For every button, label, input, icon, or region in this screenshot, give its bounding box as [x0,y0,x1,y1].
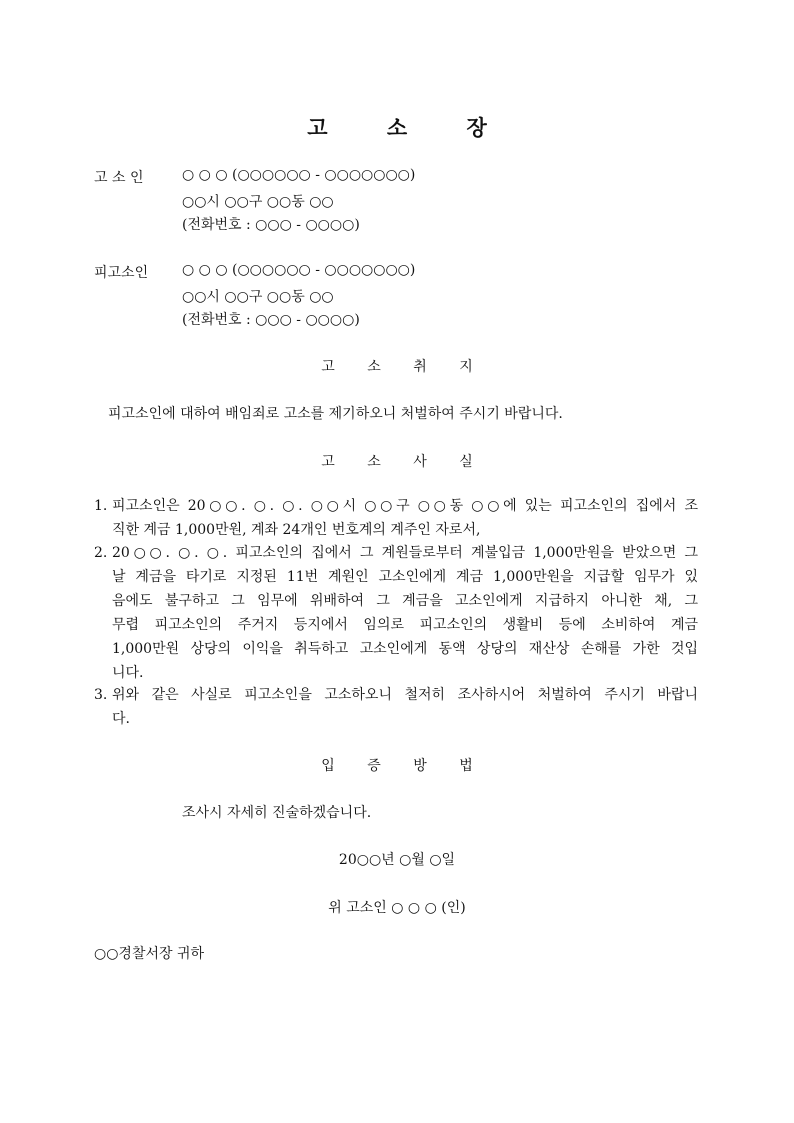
facts-heading: 고 소 사 실 [321,454,487,470]
fact-line: 20○○. ○. ○. 피고소인의 집에서 그 계원들로부터 계불입금 1,000만원을 받았으면 그 [112,545,698,561]
fact-line: 다. [112,711,130,727]
accused-address: ○○시 ○○구 ○○동 ○○ [182,289,334,305]
recipient: ○○경찰서장 귀하 [94,946,205,962]
fact-item-number: 1. [94,498,108,514]
evidence-text: 조사시 자세히 진술하겠습니다. [182,805,372,821]
fact-item-3 [94,683,698,731]
fact-line: 날 계금을 타기로 지정된 11번 계원인 고소인에게 계금 1,000만원을 지급할 임무가 있 [112,569,698,585]
fact-line: 위와 같은 사실로 피고소인을 고소하오니 철저히 조사하시어 처벌하여 주시기 바랍니 [112,687,698,703]
fact-item-number: 3. [94,687,108,703]
document-title: 고 소 장 [307,115,513,140]
fact-item-2 [94,541,698,685]
evidence-heading: 입 증 방 법 [321,758,487,774]
document-date: 20○○년 ○월 ○일 [338,852,456,868]
accused-name-id: ○ ○ ○ (○○○○○○ - ○○○○○○○) [182,262,416,278]
fact-line: 직한 계금 1,000만원, 계좌 24개인 번호계의 계주인 자로서, [112,522,481,538]
fact-line: 니다. [112,665,144,681]
fact-line: 1,000만원 상당의 이익을 취득하고 고소인에게 동액 상당의 재산상 손해를 가한 것입 [112,641,698,657]
accused-label: 피고소인 [94,265,149,281]
complainant-address: ○○시 ○○구 ○○동 ○○ [182,194,334,210]
accused-phone: (전화번호 : ○○○ - ○○○○) [182,312,360,328]
fact-line: 피고소인은 20○○. ○. ○. ○○시 ○○구 ○○동 ○○에 있는 피고소인의 집에서 조 [112,498,698,514]
fact-item-number: 2. [94,545,108,561]
complainant-phone: (전화번호 : ○○○ - ○○○○) [182,217,360,233]
fact-line: 음에도 불구하고 그 임무에 위배하여 그 계금을 고소인에게 지급하지 아니한 채, 그 [112,593,698,609]
purpose-text: 피고소인에 대하여 배임죄로 고소를 제기하오니 처벌하여 주시기 바랍니다. [108,406,563,422]
fact-line: 무렵 피고소인의 주거지 등지에서 임의로 피고소인의 생활비 등에 소비하여 계금 [112,617,698,633]
signature-line: 위 고소인 ○ ○ ○ (인) [328,900,466,916]
complainant-name-id: ○ ○ ○ (○○○○○○ - ○○○○○○○) [182,167,416,183]
fact-item-1 [94,494,698,542]
purpose-heading: 고 소 취 지 [321,359,487,375]
complainant-label: 고 소 인 [94,170,144,186]
